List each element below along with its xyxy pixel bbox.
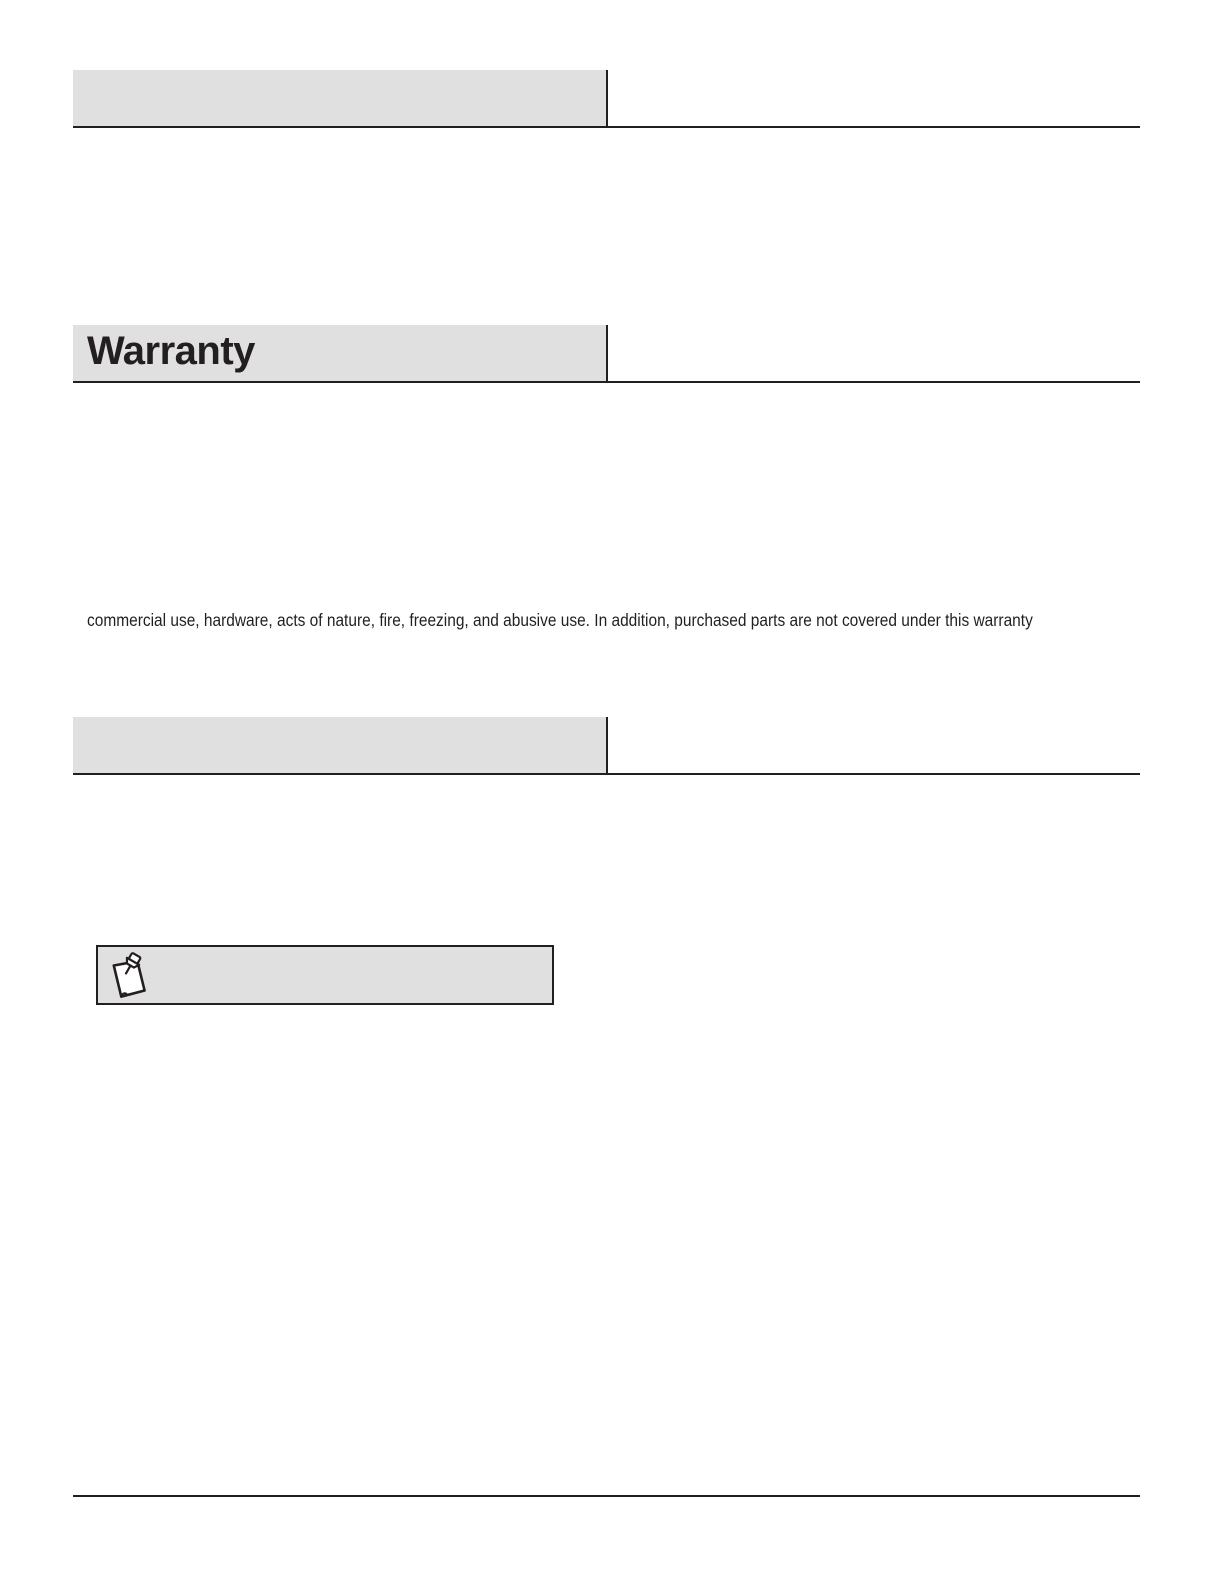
section-header-bottom [73, 717, 1140, 775]
footer-rule [73, 1495, 1140, 1497]
note-pin-icon [108, 951, 150, 999]
section-header-tab [73, 70, 608, 126]
section-header-rule [73, 381, 1140, 383]
warranty-body-text: commercial use, hardware, acts of nature, fire, freezing, and abusive use. In addition, purchased parts are not covered under this warranty [87, 610, 1033, 630]
section-header-rule [73, 126, 1140, 128]
section-header-warranty [73, 325, 1140, 383]
note-box [96, 945, 554, 1005]
section-header-top [73, 70, 1140, 128]
section-header-rule [73, 773, 1140, 775]
section-header-tab [73, 717, 608, 773]
warranty-title: Warranty [87, 329, 255, 373]
